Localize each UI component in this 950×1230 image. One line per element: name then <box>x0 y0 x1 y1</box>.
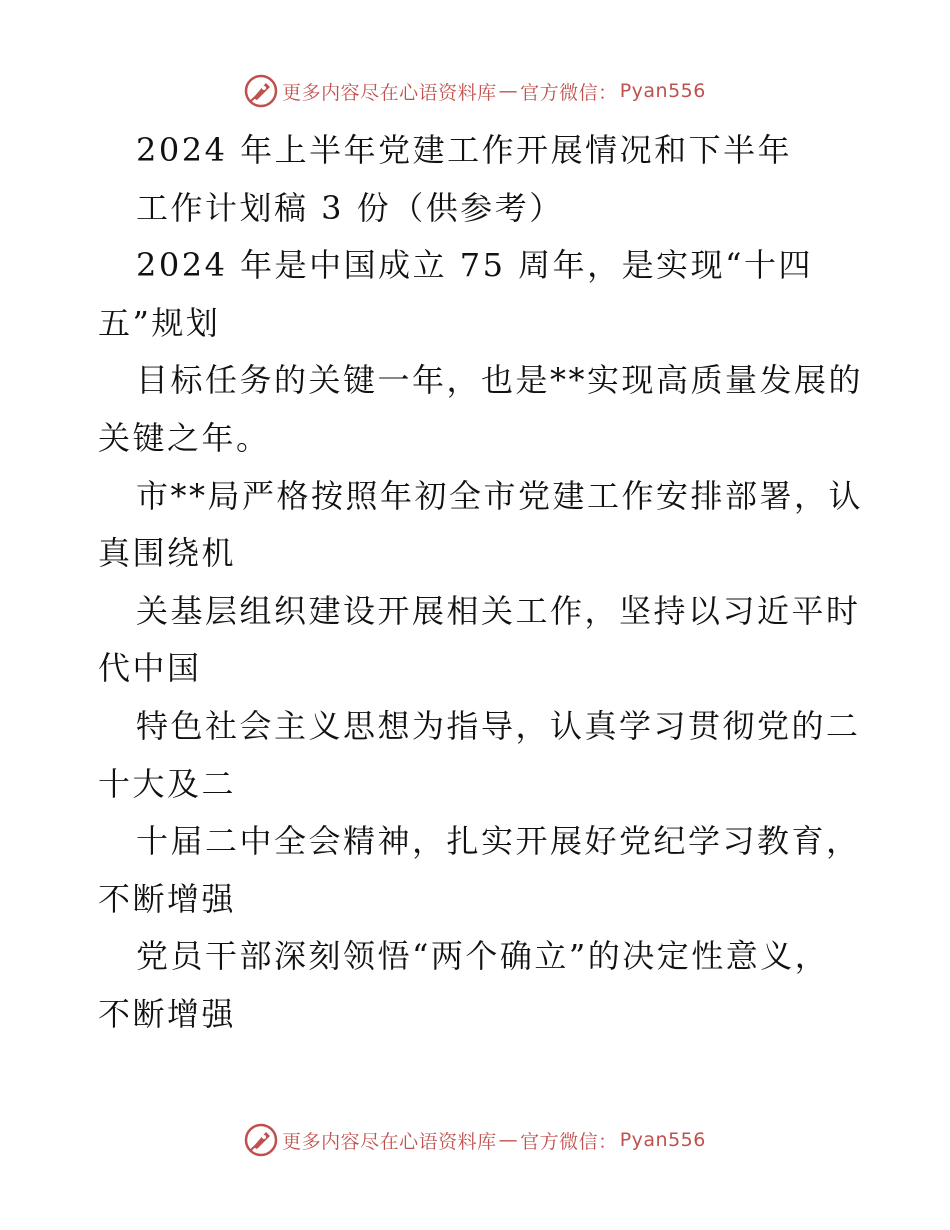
document-body <box>98 122 864 1044</box>
text-line: 真围绕机 <box>98 534 237 573</box>
watermark-promo-text: 更多内容尽在心语资料库 <box>282 1130 497 1153</box>
watermark-banner-bottom <box>0 1120 950 1160</box>
text-line: 2024 年是中国成立 75 周年，是实现“十四 <box>136 246 814 285</box>
text-line: 关基层组织建设开展相关工作，坚持以习近平时 <box>136 591 861 630</box>
text-line: 十届二中全会精神，扎实开展好党纪学习教育， <box>136 822 861 861</box>
watermark-separator: — <box>498 1129 519 1151</box>
text-line: 特色社会主义思想为指导，认真学习贯彻党的二 <box>136 706 861 745</box>
text-line: 不断增强 <box>98 994 237 1033</box>
pen-nib-logo-icon <box>244 74 278 108</box>
pen-nib-logo-icon <box>244 1123 278 1157</box>
watermark-wechat-id: Pyan556 <box>619 80 706 102</box>
text-line: 工作计划稿 3 份（供参考） <box>136 188 564 227</box>
text-line: 市**局严格按照年初全市党建工作安排部署，认 <box>136 476 864 515</box>
text-line: 关键之年。 <box>98 418 271 457</box>
watermark-wechat-id: Pyan556 <box>619 1129 706 1151</box>
text-line: 2024 年上半年党建工作开展情况和下半年 <box>136 131 793 169</box>
watermark-banner-top <box>0 71 950 111</box>
text-line: 五”规划 <box>98 303 221 342</box>
text-line: 党员干部深刻领悟“两个确立”的决定性意义， <box>136 937 830 976</box>
watermark-wechat-label: 官方微信： <box>520 81 618 104</box>
watermark-wechat-label: 官方微信： <box>520 1130 618 1153</box>
watermark-promo-text: 更多内容尽在心语资料库 <box>282 81 497 104</box>
watermark-separator: — <box>498 80 519 102</box>
text-line: 十大及二 <box>98 764 237 803</box>
text-line: 不断增强 <box>98 879 237 918</box>
text-line: 目标任务的关键一年，也是**实现高质量发展的 <box>136 361 864 400</box>
text-line: 代中国 <box>98 649 202 688</box>
